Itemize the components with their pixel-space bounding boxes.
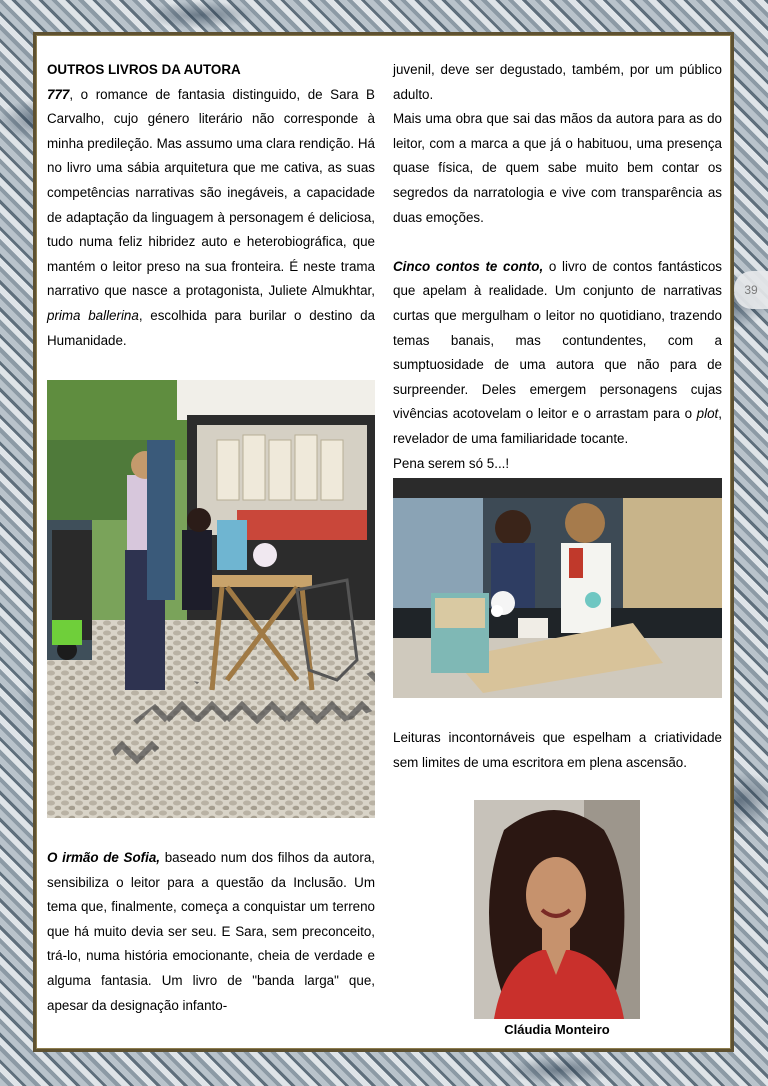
paragraph-text: , o romance de fantasia distinguido, de Sara B Carvalho, cujo género literário não corresponde à minha predileção. Mas assumo uma clara rendição. Há no livro uma sábia arquitetura que me cativa, as suas competências narrativas são inegáveis, a capacidade de adaptação da linguagem à personagem é deliciosa, tudo numa feliz hibridez auto e heterobiográfica, que mantém o leitor preso na sua fronteira. É neste trama narrativo que nasce a protagonista, Juliete Almukhtar, — [47, 86, 375, 299]
paragraph-cinco-contos — [393, 255, 722, 452]
paragraph-text: baseado num dos filhos da autora, sensibiliza o leitor para a questão da Inclusão. Um tema que, finalmente, começa a conquistar um terreno que há muito devia ser seu. E Sara, sem preconceito, trá-lo, numa história emocionante, cheia de verdade e alguma fantasia. Um livro de "banda larga" que, apesar da designação infanto- — [47, 850, 375, 1013]
italic-term: prima ballerina — [47, 307, 139, 323]
paragraph-obra: Mais uma obra que sai das mãos da autora para as do leitor, com a marca a que já o habituou, uma presença quase física, de quem sabe muito bem contar os segredos da narratologia e vive com transparência as duas emoções. — [393, 111, 722, 225]
photo-author-portrait — [474, 800, 640, 1019]
paragraph-continued: juvenil, deve ser degustado, também, por um público adulto. — [393, 62, 722, 102]
paragraph-pena: Pena serem só 5...! — [393, 455, 510, 471]
paragraph-777 — [47, 83, 375, 354]
column-right-bottom — [393, 726, 722, 775]
column-right-top — [393, 58, 722, 476]
photo-book-fair-stall — [47, 380, 375, 818]
paragraph-leituras: Leituras incontornáveis que espelham a criatividade sem limites de uma escritora em plena ascensão. — [393, 730, 722, 770]
paragraph-text: o livro de contos fantásticos que apelam à realidade. Um conjunto de narrativas curtas que mergulham o leitor no quotidiano, trazendo temas banais, mas contundentes, com a sumptuosidade de uma autora que não para de surpreender. Deles emergem personagens cujas vivências acotovelam o leitor e o arrastam para o — [393, 258, 722, 422]
book-title-777: 777 — [47, 86, 70, 102]
section-heading: OUTROS LIVROS DA AUTORA — [47, 62, 241, 77]
page-number: 39 — [734, 271, 768, 309]
italic-term: plot — [696, 406, 719, 422]
paragraph-irmao-sofia — [47, 846, 375, 1018]
photo-book-signing — [393, 478, 722, 698]
paragraph-text-end: , revelador de uma familiaridade tocante. — [393, 406, 722, 446]
photo-caption: Cláudia Monteiro — [504, 1022, 610, 1037]
paragraph-text-end: , escolhida para burilar o destino da Humanidade. — [47, 307, 375, 348]
book-title-irmao-sofia: O irmão de Sofia, — [47, 850, 161, 865]
column-left-top — [47, 58, 375, 353]
book-title-cinco-contos: Cinco contos te conto, — [393, 258, 544, 274]
column-left-bottom — [47, 846, 375, 1018]
